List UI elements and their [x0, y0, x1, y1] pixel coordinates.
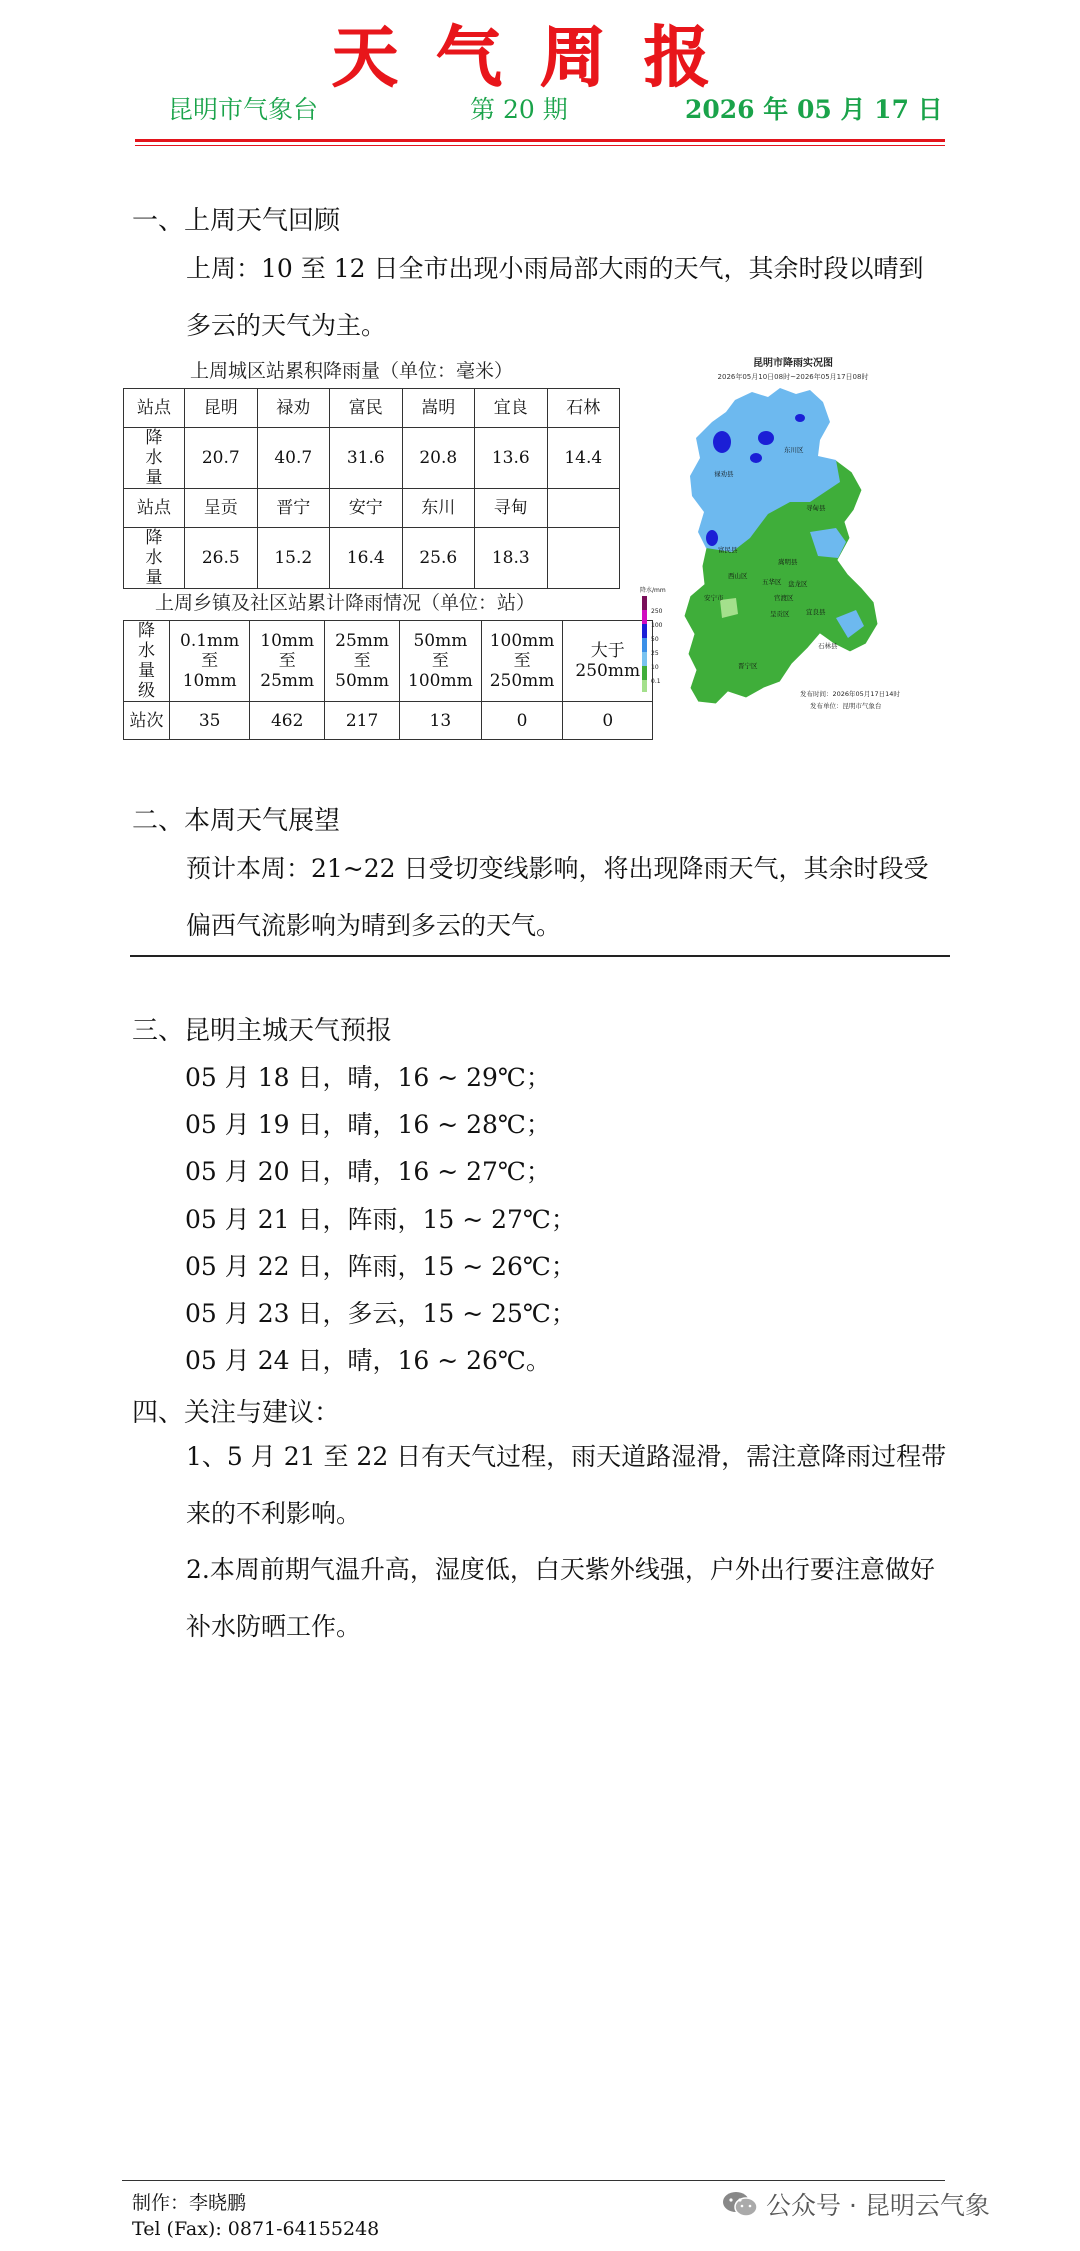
forecast-day: 05 月 21 日，阵雨，15 ~ 27℃； — [185, 1205, 576, 1234]
legend-swatch — [642, 680, 647, 692]
rainfall-map — [640, 352, 910, 720]
table-cell: 25.6 — [402, 528, 475, 589]
table-cell: 50mm至100mm — [400, 621, 482, 702]
rain-core-5 — [795, 414, 805, 422]
table-cell: 14.4 — [547, 428, 620, 489]
table-cell: 31.6 — [330, 428, 403, 489]
section2-text — [132, 840, 947, 954]
table-cell: 大于250mm — [563, 621, 653, 702]
table-cell: 禄劝 — [257, 389, 330, 428]
advice-text: 2.本周前期气温升高，湿度低，白天紫外线强，户外出行要注意做好补水防晒工作。 — [186, 1555, 935, 1641]
issue-date: 2026 年 05 月 17 日 — [685, 95, 943, 124]
township-rainfall-table — [123, 620, 653, 740]
legend-swatch — [642, 596, 647, 610]
section1-text — [132, 240, 947, 354]
section-divider — [130, 955, 950, 957]
table-cell: 降水量 — [124, 528, 185, 589]
county-label: 呈贡区 — [770, 610, 790, 618]
table-cell: 站次 — [124, 702, 170, 740]
county-label: 石林县 — [818, 642, 838, 650]
legend-swatch — [642, 666, 647, 680]
table-cell: 100mm至250mm — [481, 621, 563, 702]
county-label: 富民县 — [718, 546, 738, 554]
header-rule-thick — [135, 139, 945, 142]
rain-core-2 — [758, 431, 774, 445]
section1-paragraph: 上周：10 至 12 日全市出现小雨局部大雨的天气，其余时段以晴到多云的天气为主。 — [186, 254, 924, 340]
table-cell: 安宁 — [330, 489, 403, 528]
section2-paragraph: 预计本周：21~22 日受切变线影响，将出现降雨天气，其余时段受偏西气流影响为晴到多云的天气。 — [186, 854, 929, 940]
table-cell: 15.2 — [257, 528, 330, 589]
table-cell: 0.1mm至10mm — [170, 621, 250, 702]
table-cell: 20.8 — [402, 428, 475, 489]
legend-swatch — [642, 610, 647, 624]
table-cell — [547, 528, 620, 589]
footer-tel: Tel (Fax): 0871-64155248 — [132, 2218, 380, 2240]
table-cell: 站点 — [124, 389, 185, 428]
wechat-watermark — [722, 2186, 990, 2222]
legend-level: 25 — [651, 650, 659, 657]
map-period: 2026年05月10日08时~2026年05月17日08时 — [717, 373, 869, 381]
table-cell: 东川 — [402, 489, 475, 528]
table-cell: 20.7 — [185, 428, 258, 489]
section4-heading: 四、关注与建议： — [132, 1398, 341, 1428]
county-label: 官渡区 — [774, 594, 794, 602]
rain-core-4 — [706, 530, 718, 546]
issue-number: 第 20 期 — [470, 95, 568, 124]
header-rule-thin — [135, 145, 945, 146]
table-cell: 呈贡 — [185, 489, 258, 528]
legend-level: 250 — [651, 608, 663, 615]
county-label: 盘龙区 — [788, 580, 808, 588]
table-cell: 宜良 — [475, 389, 548, 428]
forecast-day: 05 月 18 日，晴，16 ~ 29℃； — [185, 1063, 551, 1092]
footer-maker: 制作：李晓鹏 — [132, 2192, 247, 2214]
forecast-day: 05 月 24 日，晴，16 ~ 26℃。 — [185, 1346, 551, 1375]
table-cell: 13.6 — [475, 428, 548, 489]
table1-caption: 上周城区站累积降雨量（单位：毫米） — [190, 360, 514, 382]
county-label: 禄劝县 — [714, 470, 734, 478]
county-label: 东川区 — [784, 446, 804, 454]
table-cell: 石林 — [547, 389, 620, 428]
table-cell: 晋宁 — [257, 489, 330, 528]
table-cell: 昆明 — [185, 389, 258, 428]
legend-swatch — [642, 652, 647, 666]
county-label: 西山区 — [728, 572, 748, 580]
table-cell: 13 — [400, 702, 482, 740]
advice-text: 1、5 月 21 至 22 日有天气过程，雨天道路湿滑，需注意降雨过程带来的不利影响。 — [186, 1442, 947, 1528]
rain-core-3 — [750, 453, 762, 463]
section3-heading: 三、昆明主城天气预报 — [132, 1016, 393, 1046]
table-cell — [547, 489, 620, 528]
table-cell: 35 — [170, 702, 250, 740]
table-cell: 站点 — [124, 489, 185, 528]
legend-level: 100 — [651, 622, 663, 629]
table-cell: 16.4 — [330, 528, 403, 589]
table-cell: 嵩明 — [402, 389, 475, 428]
section1-heading: 一、上周天气回顾 — [132, 206, 341, 236]
advice-item-2 — [132, 1541, 947, 1655]
legend-unit: 降水/mm — [640, 587, 666, 594]
county-label: 寻甸县 — [806, 504, 826, 512]
wechat-icon — [722, 2190, 758, 2218]
table-cell: 0 — [481, 702, 563, 740]
table-cell: 217 — [325, 702, 400, 740]
table-cell: 降水量级 — [124, 621, 170, 702]
watermark-text: 公众号 · 昆明云气象 — [766, 2191, 990, 2220]
table2-caption: 上周乡镇及社区站累计降雨情况（单位：站） — [155, 592, 536, 614]
table-cell: 富民 — [330, 389, 403, 428]
footer-rule — [122, 2180, 945, 2181]
forecast-day: 05 月 20 日，晴，16 ~ 27℃； — [185, 1157, 551, 1186]
table-cell: 0 — [563, 702, 653, 740]
forecast-day: 05 月 22 日，阵雨，15 ~ 26℃； — [185, 1252, 576, 1281]
county-label: 安宁市 — [704, 594, 724, 602]
forecast-day: 05 月 19 日，晴，16 ~ 28℃； — [185, 1110, 551, 1139]
legend-swatch — [642, 638, 647, 652]
county-label: 嵩明县 — [778, 558, 798, 566]
city-rainfall-table — [123, 388, 620, 589]
table-cell: 10mm至25mm — [250, 621, 325, 702]
table-cell: 40.7 — [257, 428, 330, 489]
legend-level: 50 — [651, 636, 659, 643]
legend-level: 0.1 — [651, 678, 661, 685]
table-cell: 462 — [250, 702, 325, 740]
county-label: 晋宁区 — [738, 662, 758, 670]
legend-level: 10 — [651, 664, 659, 671]
report-title: 天气周报 — [332, 19, 748, 96]
map-issuer: 发布单位：昆明市气象台 — [810, 702, 882, 710]
advice-item-1 — [132, 1428, 947, 1542]
county-label: 宜良县 — [806, 608, 826, 616]
agency-name: 昆明市气象台 — [168, 95, 319, 124]
legend-swatch — [642, 624, 647, 638]
map-issue-time: 发布时间：2026年05月17日14时 — [800, 690, 900, 698]
map-legend — [640, 586, 666, 692]
county-label: 五华区 — [762, 578, 782, 586]
table-cell: 25mm至50mm — [325, 621, 400, 702]
forecast-day: 05 月 23 日，多云，15 ~ 25℃； — [185, 1299, 576, 1328]
section2-heading: 二、本周天气展望 — [132, 806, 341, 836]
rain-core-1 — [713, 431, 731, 453]
map-title: 昆明市降雨实况图 — [753, 358, 833, 369]
table-cell: 18.3 — [475, 528, 548, 589]
table-cell: 降水量 — [124, 428, 185, 489]
table-cell: 26.5 — [185, 528, 258, 589]
table-cell: 寻甸 — [475, 489, 548, 528]
